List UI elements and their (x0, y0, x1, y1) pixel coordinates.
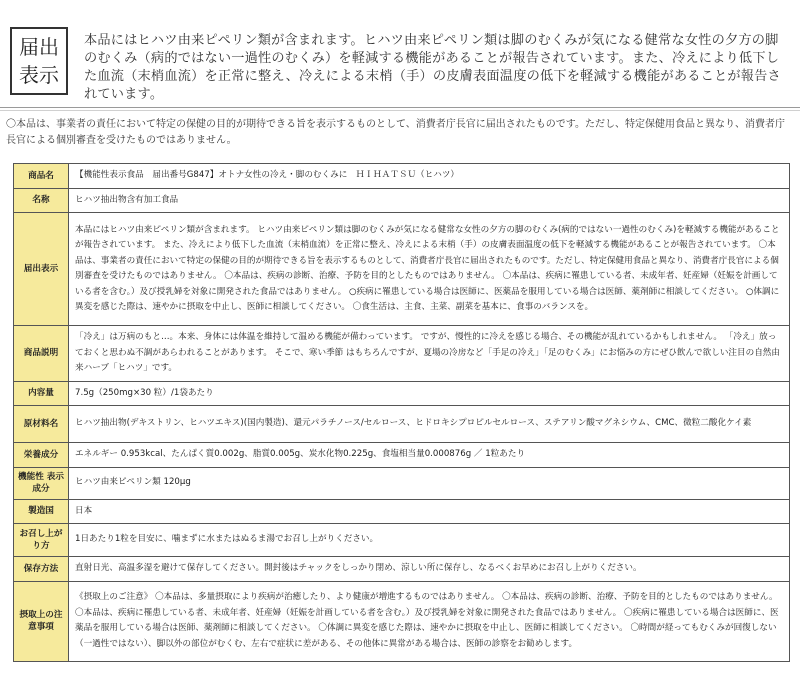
row-value-country: 日本 (69, 499, 790, 524)
disclaimer-note: 〇本品は、事業者の責任において特定の保健の目的が期待できる旨を表示するものとして、消費者庁長官に届出されたものです。ただし、特定保健用食品と異なり、消費者庁長官による個別審査を受けたものではありません。 (6, 119, 785, 146)
table-row (14, 524, 790, 557)
table-row (14, 381, 790, 406)
table-row (14, 467, 790, 499)
badge-line-1: 届出 (19, 35, 59, 59)
row-label-directions: お召し上がり方 (14, 524, 69, 557)
table-row (14, 406, 790, 443)
row-label-storage: 保存方法 (14, 557, 69, 582)
functional-claim-text: 本品にはヒハツ由来ピペリン類が含まれます。ヒハツ由来ピペリン類は脚のむくみが気になる健常な女性の夕方の脚のむくみ（病的ではない一過性のむくみ）を軽減する機能があることが報告されています。また、冷えにより低下した血流（末梢血流）を正常に整え、冷えによる末梢（手）の皮膚表面温度の低下を軽減する機能があることが報告されています。 (84, 33, 781, 102)
row-value-ingredients: ヒハツ抽出物(デキストリン、ヒハツエキス)(国内製造)、還元パラチノース/セルロース、ヒドロキシプロピルセルロース、ステアリン酸マグネシウム、CMC、微粒二酸化ケイ素 (69, 406, 790, 443)
badge-line-2: 表示 (19, 63, 59, 87)
header (0, 0, 800, 108)
row-value-product-name: 【機能性表示食品 届出番号G847】オトナ女性の冷え・脚のむくみに ＨＩＨＡＴＳＵ（ヒハツ） (69, 164, 790, 189)
table-row (14, 326, 790, 382)
row-label-name: 名称 (14, 188, 69, 213)
row-label-notification: 届出表示 (14, 213, 69, 326)
row-label-contents: 内容量 (14, 381, 69, 406)
divider (0, 107, 800, 108)
row-label-country: 製造国 (14, 499, 69, 524)
notification-badge (10, 27, 68, 95)
row-label-product-name: 商品名 (14, 164, 69, 189)
row-value-precautions: 《摂取上のご注意》 〇本品は、多量摂取により疾病が治癒したり、より健康が増進するものではありません。 〇本品は、疾病の診断、治療、予防を目的としたものではありません。 〇本品は、疾病に罹患している者、未成年者、妊産婦（妊娠を計画している者を含む。）及び授乳婦を対象に開発された食品ではありません。 〇疾病に罹患している場合は医師に、医薬品を服用している場合は医師、薬剤師に相談してください。 〇体調に異変を感じた際は、速やかに摂取を中止し、医師に相談してください。 〇時間が経ってもむくみが回復しない（一過性ではない）、脚以外の部位がむくむ、左右で症状に差がある、その他体に異常がある場合は、医師の診察をお勧めします。 (69, 581, 790, 661)
row-value-notification: 本品にはヒハツ由来ピペリン類が含まれます。 ヒハツ由来ピペリン類は脚のむくみが気になる健常な女性の夕方の脚のむくみ(病的ではない一過性のむくみ)を軽減する機能があることが報告されています。 また、冷えにより低下した血流（末梢血流）を正常に整え、冷えによる末梢（手）の皮膚表面温度の低下を軽減する機能があることが報告されています。 〇本品は、事業者の責任において特定の保健の目的が期待できる旨を表示するものとして、消費者庁長官に届出されたものです。ただし、特定保健用食品と異なり、消費者庁長官による個別審査を受けたものではありません。 〇本品は、疾病の診断、治療、予防を目的としたものではありません。 〇本品は、疾病に罹患している者、未成年者、妊産婦（妊娠を計画している者を含む。）及び授乳婦を対象に開発された食品ではありません。 ○疾病に罹患している場合は医師に、医薬品を服用している場合は医師、薬剤師に相談してください。 ○体調に異変を感じた際は、速やかに摂取を中止し、医師に相談してください。 〇食生活は、主食、主菜、副菜を基本に、食事のバランスを。 (69, 213, 790, 326)
table-row (14, 499, 790, 524)
table-row (14, 557, 790, 582)
row-value-description: 「冷え」は万病のもと…。本来、身体には体温を維持して温める機能が備わっています。 ですが、慢性的に冷えを感じる場合、その機能が乱れているかもしれません。 「冷え」放っておくと思わぬ不調があらわれることがあります。 そこで、寒い季節 はもちろんですが、夏場の冷房など「手足の冷え」「足のむくみ」にお悩みの方にぜひ飲んで欲しい注目の自然由来ハーブ「ヒハツ」です。 (69, 326, 790, 382)
row-value-storage: 直射日光、高温多湿を避けて保存してください。開封後はチャックをしっかり閉め、涼しい所に保存し、なるべくお早めにお召し上がりください。 (69, 557, 790, 582)
row-value-directions: 1日あたり1粒を目安に、噛まずに水またはぬるま湯でお召し上がりください。 (69, 524, 790, 557)
row-label-functional-ingredient: 機能性 表示成分 (14, 467, 69, 499)
table-row (14, 213, 790, 326)
table-row (14, 443, 790, 468)
table-row (14, 164, 790, 189)
row-value-nutrition: エネルギー 0.953kcal、たんぱく質0.002g、脂質0.005g、炭水化物0.225g、食塩相当量0.000876g ／ 1粒あたり (69, 443, 790, 468)
row-label-description: 商品説明 (14, 326, 69, 382)
row-label-precautions: 摂取上の注意事項 (14, 581, 69, 661)
divider-secondary (0, 110, 800, 111)
table-row (14, 188, 790, 213)
row-value-contents: 7.5g（250mg×30 粒）/1袋あたり (69, 381, 790, 406)
product-spec-table (13, 163, 790, 662)
row-value-functional-ingredient: ヒハツ由来ピペリン類 120μg (69, 467, 790, 499)
row-label-ingredients: 原材料名 (14, 406, 69, 443)
row-label-nutrition: 栄養成分 (14, 443, 69, 468)
table-row (14, 581, 790, 661)
row-value-name: ヒハツ抽出物含有加工食品 (69, 188, 790, 213)
